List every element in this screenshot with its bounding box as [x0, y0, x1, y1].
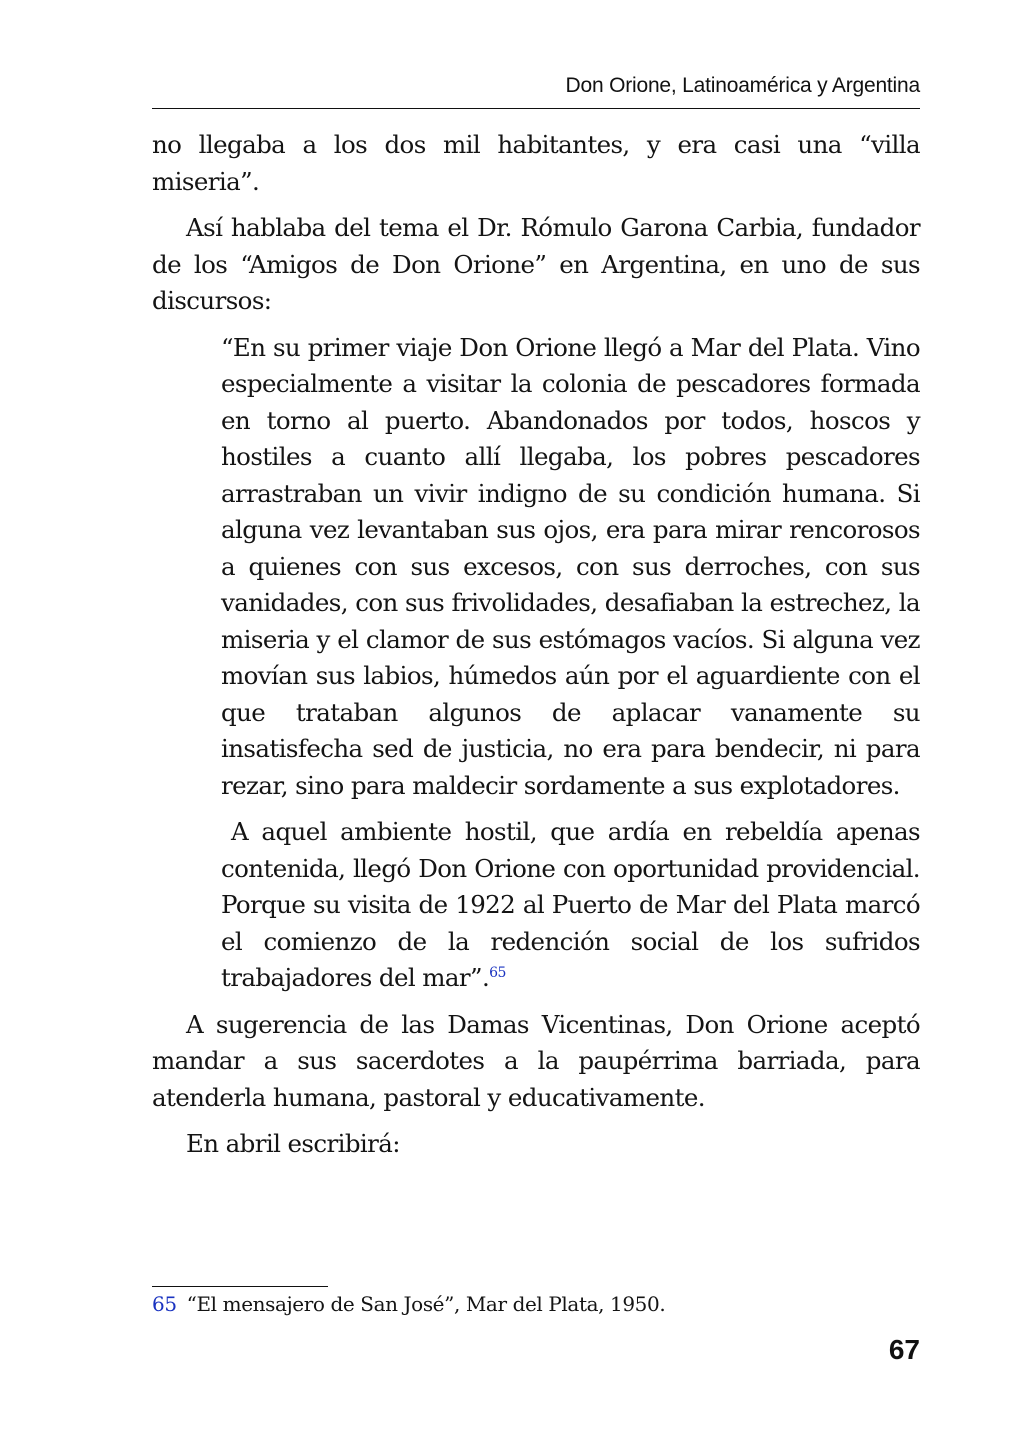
- footnote-divider: [152, 1286, 328, 1287]
- page-number: 67: [888, 1334, 920, 1365]
- paragraph-damas-vicentinas: A sugerencia de las Damas Vicentinas, Don Orione aceptó mandar a sus sacerdotes a la paupérrima barriada, para atenderla humana, pastoral y educativamente.: [152, 1009, 920, 1112]
- footnote: [152, 1292, 665, 1316]
- paragraph-continued: no llegaba a los dos mil habitantes, y era casi una “villa miseria”.: [152, 130, 920, 196]
- block-quote: [152, 330, 920, 997]
- book-page: [152, 0, 920, 1453]
- footnote-number: 65: [152, 1292, 177, 1316]
- running-header: [152, 72, 920, 109]
- quote-paragraph-1: “En su primer viaje Don Orione llegó a Mar del Plata. Vino especialmente a visitar la colonia de pescadores formada en torno al puerto. Abandonados por todos, hoscos y hostiles a cuanto allí llegaba, los pobres pescadores arrastraban un vivir indigno de su condición humana. Si alguna vez levantaban sus ojos, era para mirar rencorosos a quienes con sus excesos, con sus derroches, con sus vanidades, con sus frivolidades, desafiaban la estrechez, la miseria y el clamor de sus estómagos vacíos. Si alguna vez movían sus labios, húmedos aún por el aguardiente con el que trataban algunos de aplacar vanamente su insatisfecha sed de justicia, no era para bendecir, ni para rezar, sino para maldecir sordamente a sus explotadores.: [221, 332, 920, 800]
- paragraph-intro-quote: Así hablaba del tema el Dr. Rómulo Garona Carbia, fundador de los “Amigos de Don Orione” en Argentina, en uno de sus discursos:: [152, 213, 920, 315]
- quote-paragraph-2-text: A aquel ambiente hostil, que ardía en rebeldía apenas contenida, llegó Don Orione con oportunidad providencial. Porque su visita de 1922 al Puerto de Mar del Plata marcó el comienzo de la redención social de los sufridos trabajadores del mar”.: [221, 817, 920, 992]
- paragraph-abril: En abril escribirá:: [186, 1129, 400, 1158]
- main-text: [152, 127, 920, 1173]
- footnote-text: “El mensajero de San José”, Mar del Plata, 1950.: [186, 1292, 666, 1316]
- running-title: Don Orione, Latinoamérica y Argentina: [565, 74, 920, 97]
- footnote-reference[interactable]: 65: [489, 964, 506, 981]
- quote-paragraph-2: [221, 814, 920, 997]
